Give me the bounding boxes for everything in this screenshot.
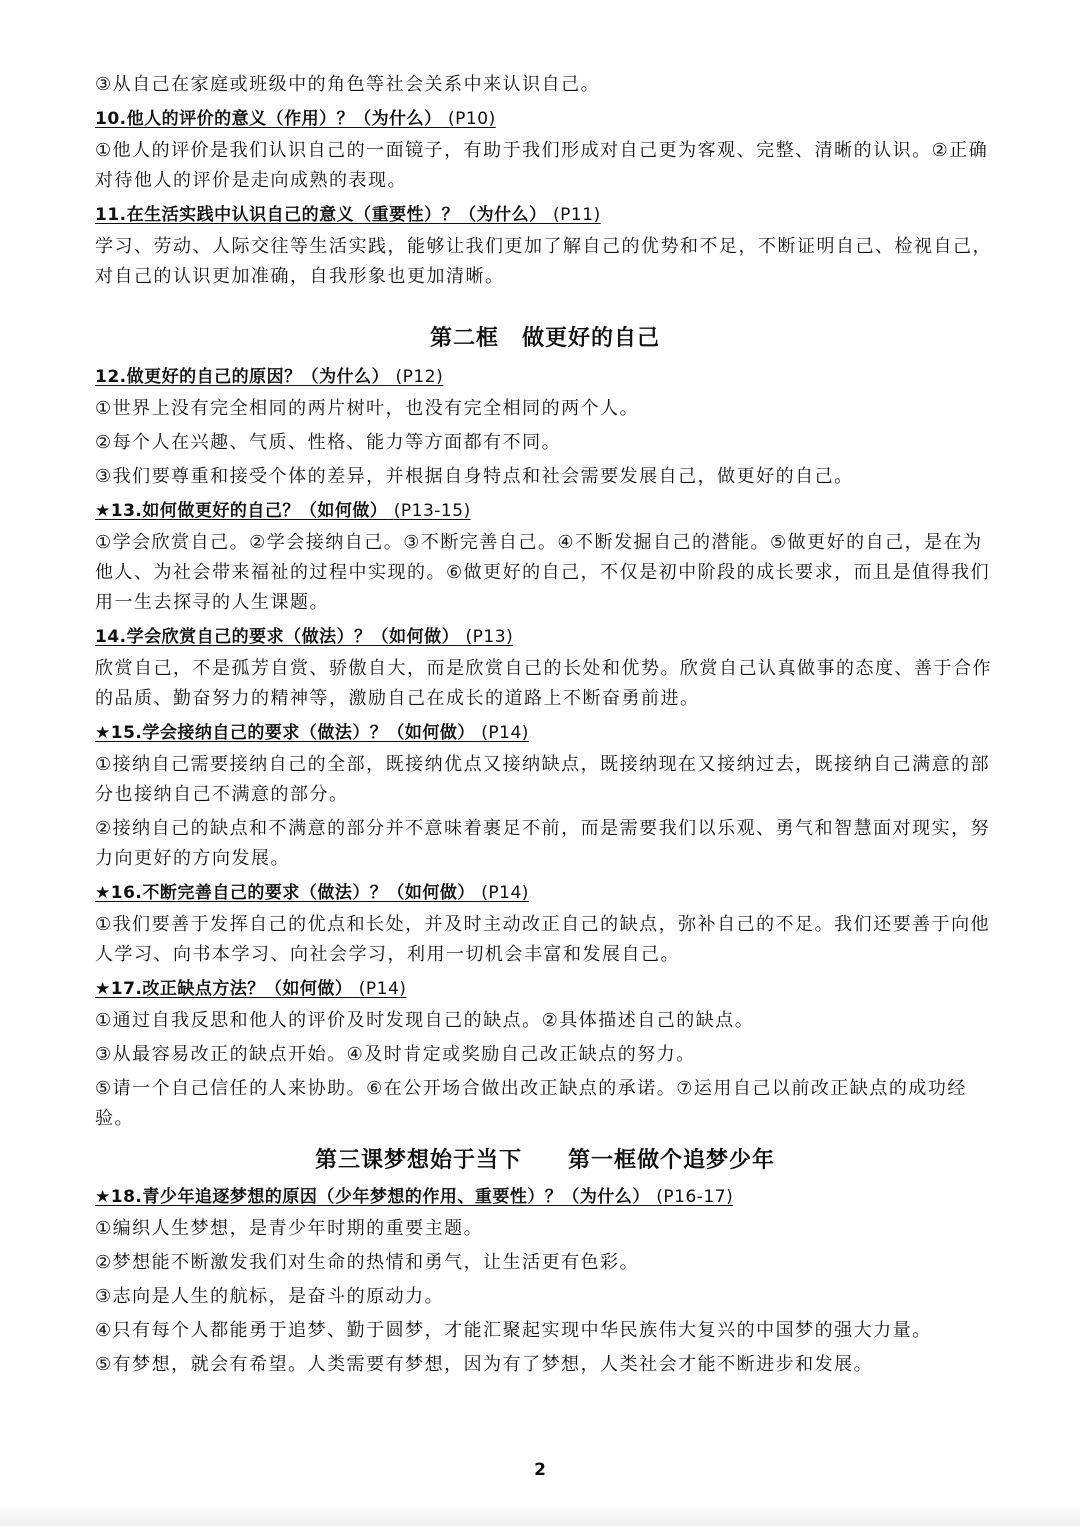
page-reference: (P11) xyxy=(553,205,601,225)
answer-paragraph: ①编织人生梦想，是青少年时期的重要主题。 xyxy=(95,1218,484,1239)
question-heading xyxy=(95,106,995,132)
page-reference: (P14) xyxy=(358,979,407,999)
answer-paragraph: ①通过自我反思和他人的评价及时发现自己的缺点。②具体描述自己的缺点。 xyxy=(95,1010,755,1031)
text-block-lesson-three xyxy=(95,1184,995,1380)
section-heading-second-frame: 第二框 做更好的自己 xyxy=(429,326,660,351)
question-heading xyxy=(95,880,995,906)
answer-paragraph: ②接纳自己的缺点和不满意的部分并不意味着裹足不前，而是需要我们以乐观、勇气和智慧面对现实，努力向更好的方向发展。 xyxy=(95,818,991,869)
question-heading xyxy=(95,364,995,390)
text-block-top xyxy=(95,70,995,292)
answer-paragraph: ①学会欣赏自己。②学会接纳自己。③不断完善自己。④不断发掘自己的潜能。⑤做更好的自己，是在为他人、为社会带来福祉的过程中实现的。⑥做更好的自己，不仅是初中阶段的成长要求，而且是值得我们用一生去探寻的人生课题。 xyxy=(95,532,991,613)
question-text: 10.他人的评价的意义（作用）？（为什么） xyxy=(95,109,442,129)
question-heading xyxy=(95,202,995,228)
answer-paragraph: ①世界上没有完全相同的两片树叶，也没有完全相同的两个人。 xyxy=(95,398,640,419)
answer-paragraph: ⑤请一个自己信任的人来协助。⑥在公开场合做出改正缺点的承诺。⑦运用自己以前改正缺点的成功经验。 xyxy=(95,1078,967,1129)
text-block-second-frame xyxy=(95,364,995,1134)
page-content xyxy=(95,70,995,1384)
answer-paragraph: ①接纳自己需要接纳自己的全部，既接纳优点又接纳缺点，既接纳现在又接纳过去，既接纳自己满意的部分也接纳自己不满意的部分。 xyxy=(95,754,991,805)
question-text: ★17.改正缺点方法？（如何做） xyxy=(95,979,353,999)
page-reference: (P12) xyxy=(395,367,444,387)
page-reference: (P14) xyxy=(481,723,529,743)
answer-paragraph: ②梦想能不断激发我们对生命的热情和勇气，让生活更有色彩。 xyxy=(95,1252,640,1273)
page-reference: (P13) xyxy=(465,627,514,647)
question-text: 11.在生活实践中认识自己的意义（重要性）？（为什么） xyxy=(95,205,547,225)
page-reference: (P13-15) xyxy=(393,501,471,521)
question-heading xyxy=(95,1184,995,1210)
answer-paragraph: 学习、劳动、人际交往等生活实践，能够让我们更加了解自己的优势和不足，不断证明自己、检视自己，对自己的认识更加准确，自我形象也更加清晰。 xyxy=(95,236,992,287)
question-heading xyxy=(95,498,995,524)
answer-paragraph: ③从最容易改正的缺点开始。④及时肯定或奖励自己改正缺点的努力。 xyxy=(95,1044,696,1065)
question-heading xyxy=(95,720,995,746)
question-heading xyxy=(95,976,995,1002)
question-text: ★13.如何做更好的自己？（如何做） xyxy=(95,501,388,521)
page-number: 2 xyxy=(534,1460,546,1480)
answer-paragraph: ③志向是人生的航标，是奋斗的原动力。 xyxy=(95,1286,445,1307)
answer-paragraph: ③我们要尊重和接受个体的差异，并根据自身特点和社会需要发展自己，做更好的自己。 xyxy=(95,466,854,487)
question-text: ★18.青少年追逐梦想的原因（少年梦想的作用、重要性）？（为什么） xyxy=(95,1187,650,1207)
section-heading-lesson-three: 第三课梦想始于当下 第一框做个追梦少年 xyxy=(314,1148,775,1173)
answer-paragraph: ④只有每个人都能勇于追梦、勤于圆梦，才能汇聚起实现中华民族伟大复兴的中国梦的强大力量。 xyxy=(95,1320,932,1341)
scan-edge-shade xyxy=(0,1505,1080,1526)
question-text: ★16.不断完善自己的要求（做法）？（如何做） xyxy=(95,883,475,903)
answer-paragraph: ①他人的评价是我们认识自己的一面镜子，有助于我们形成对自己更为客观、完整、清晰的认识。②正确对待他人的评价是走向成熟的表现。 xyxy=(95,140,989,191)
page-reference: (P14) xyxy=(481,883,529,903)
page-reference: (P10) xyxy=(448,109,496,129)
question-heading xyxy=(95,624,995,650)
answer-paragraph: ⑤有梦想，就会有希望。人类需要有梦想，因为有了梦想，人类社会才能不断进步和发展。 xyxy=(95,1354,874,1375)
question-text: ★15.学会接纳自己的要求（做法）？（如何做） xyxy=(95,723,475,743)
question-text: 12.做更好的自己的原因？（为什么） xyxy=(95,367,390,387)
page-reference: (P16-17) xyxy=(656,1187,734,1207)
answer-paragraph: ②每个人在兴趣、气质、性格、能力等方面都有不同。 xyxy=(95,432,562,453)
answer-paragraph: ①我们要善于发挥自己的优点和长处，并及时主动改正自己的缺点，弥补自己的不足。我们还要善于向他人学习、向书本学习、向社会学习，利用一切机会丰富和发展自己。 xyxy=(95,914,991,965)
answer-paragraph: 欣赏自己，不是孤芳自赏、骄傲自大，而是欣赏自己的长处和优势。欣赏自己认真做事的态度、善于合作的品质、勤奋努力的精神等，激励自己在成长的道路上不断奋勇前进。 xyxy=(95,658,992,709)
question-text: 14.学会欣赏自己的要求（做法）？（如何做） xyxy=(95,627,460,647)
answer-paragraph: ③从自己在家庭或班级中的角色等社会关系中来认识自己。 xyxy=(95,74,601,95)
